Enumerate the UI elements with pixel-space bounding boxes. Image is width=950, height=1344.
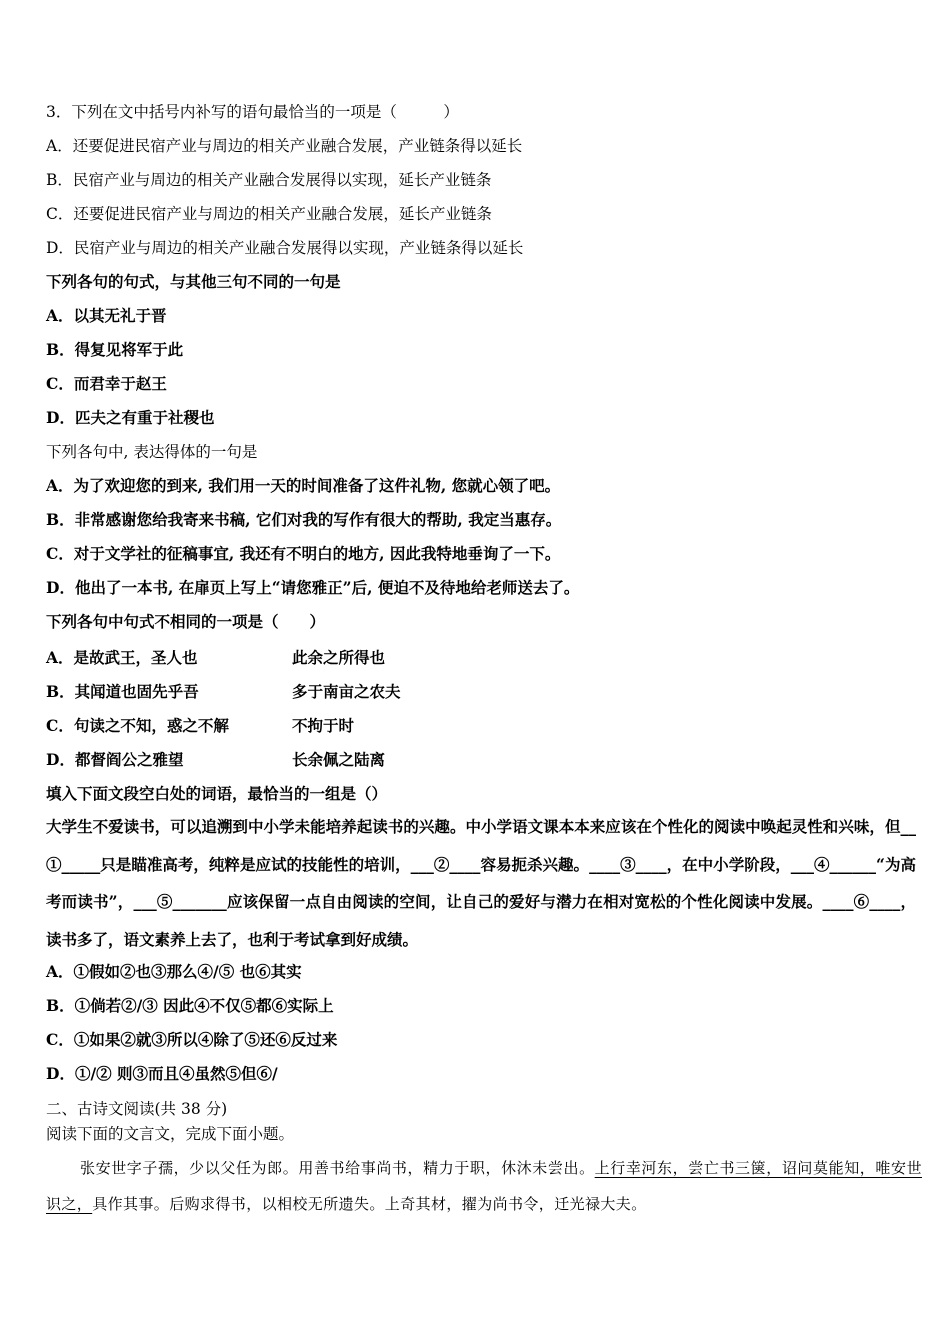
q3-option-b: B．民宿产业与周边的相关产业融合发展得以实现，延长产业链条 [46, 171, 492, 189]
q4-option-d: D．匹夫之有重于社稷也 [46, 408, 215, 427]
q6-option-c-right: 不拘于时 [292, 716, 355, 735]
classical-text-before: 张安世字子孺，少以父任为郎。用善书给事尚书，精力于职，休沐未尝出。 [80, 1159, 595, 1177]
q7-passage: 大学生不爱读书，可以追溯到中小学未能培养起读书的兴趣。中小学语文课本本来应该在个性化的阅读中唤起灵性和兴味，但__ ①_____只是瞄准高考，纯粹是应试的技能性的培训，___②____容易扼杀兴趣。____③____，在中小学阶段，___④______“为高考而读书”，___⑤_______应该保留一点自由阅读的空间，让自己的爱好与潜力在相对宽松的个性化阅读中发展。____⑥____，读书多了，语文素养上去了，也利于考试拿到好成绩。 [46, 817, 932, 949]
q5-option-a: A．为了欢迎您的到来, 我们用一天的时间准备了这件礼物, 您就心领了吧。 [46, 476, 561, 495]
q4-option-c: C．而君幸于赵王 [46, 374, 167, 393]
q6-option-a-right: 此余之所得也 [292, 648, 386, 667]
q4-option-b: B．得复见将军于此 [46, 340, 184, 359]
q7-option-b: B．①倘若②/③ 因此④不仅⑤都⑥实际上 [46, 996, 334, 1015]
classical-passage [46, 1150, 922, 1222]
classical-text-after: 具作其事。后购求得书，以相校无所遗失。上奇其材，擢为尚书令，迁光禄大夫。 [92, 1195, 647, 1213]
q3-option-a: A．还要促进民宿产业与周边的相关产业融合发展，产业链条得以延长 [46, 137, 523, 155]
q3-stem: 3．下列在文中括号内补写的语句最恰当的一项是（ ） [46, 103, 459, 121]
q4-stem: 下列各句的句式，与其他三句不同的一句是 [46, 272, 341, 291]
q7-option-d: D．①/② 则③而且④虽然⑤但⑥/ [46, 1064, 278, 1083]
q5-option-b: B．非常感谢您给我寄来书稿, 它们对我的写作有很大的帮助, 我定当惠存。 [46, 510, 562, 529]
q6-stem: 下列各句中句式不相同的一项是（ ） [46, 612, 326, 631]
q6-option-a-left: A．是故武王，圣人也 [46, 648, 198, 667]
q7-option-a: A．①假如②也③那么④/⑤ 也⑥其实 [46, 962, 302, 981]
q5-option-d: D．他出了一本书, 在扉页上写上“请您雅正”后, 便迫不及待地给老师送去了。 [46, 578, 580, 597]
q6-option-c-left: C．句读之不知，惑之不解 [46, 716, 229, 735]
q7-stem: 填入下面文段空白处的词语，最恰当的一组是（） [46, 784, 388, 803]
q3-option-d: D．民宿产业与周边的相关产业融合发展得以实现，产业链条得以延长 [46, 239, 524, 257]
q6-option-b-left: B．其闻道也固先乎吾 [46, 682, 199, 701]
q6-option-b-right: 多于南亩之农夫 [292, 682, 401, 701]
q4-option-a: A．以其无礼于晋 [46, 306, 167, 325]
q5-option-c: C．对于文学社的征稿事宜, 我还有不明白的地方, 因此我特地垂询了一下。 [46, 544, 561, 563]
classical-text-underlined: 上行幸河东，尝亡书三箧，诏问莫能知，唯安世识之， [46, 1159, 922, 1213]
q3-option-c: C．还要促进民宿产业与周边的相关产业融合发展，延长产业链条 [46, 205, 492, 223]
section2-heading: 二、古诗文阅读(共 38 分) [46, 1100, 228, 1118]
q6-option-d-right: 长余佩之陆离 [292, 750, 386, 769]
section2-intro: 阅读下面的文言文，完成下面小题。 [46, 1125, 295, 1143]
q5-stem: 下列各句中, 表达得体的一句是 [46, 443, 258, 461]
q6-option-d-left: D．都督阎公之雅望 [46, 750, 184, 769]
q7-option-c: C．①如果②就③所以④除了⑤还⑥反过来 [46, 1030, 338, 1049]
